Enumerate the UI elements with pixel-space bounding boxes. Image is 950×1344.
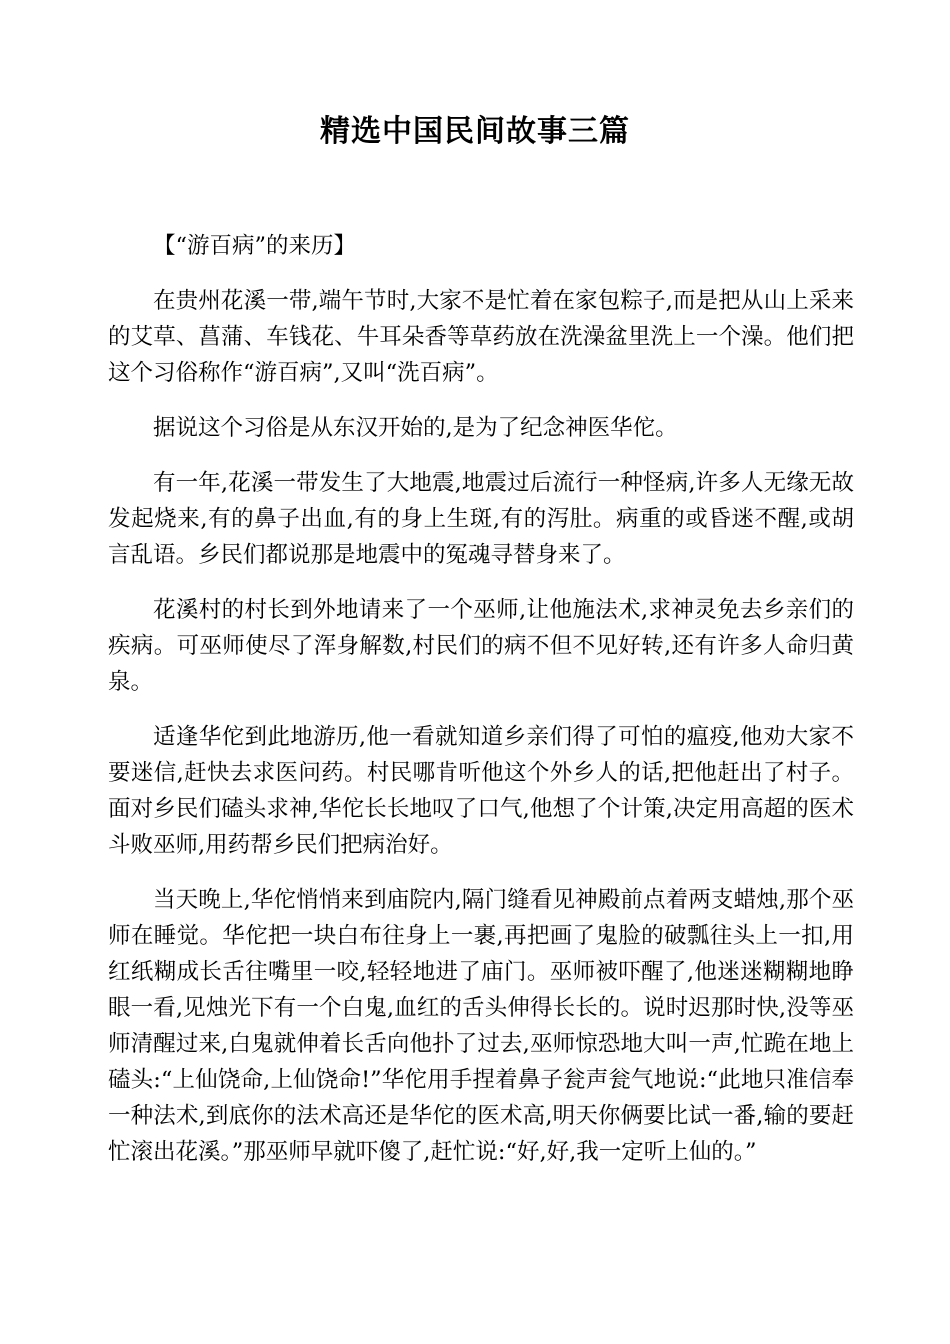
paragraph: 当天晚上,华佗悄悄来到庙院内,隔门缝看见神殿前点着两支蜡烛,那个巫师在睡觉。华佗把一块白布往身上一裹,再把画了鬼脸的破瓢往头上一扣,用红纸糊成长舌往嘴里一咬,轻轻地进了庙门。巫师被吓醒了,他迷迷糊糊地睁眼一看,见烛光下有一个白鬼,血红的舌头伸得长长的。说时迟那时快,没等巫师清醒过来,白鬼就伸着长舌向他扑了过去,巫师惊恐地大叫一声,忙跪在地上磕头:“上仙饶命,上仙饶命!”华佗用手捏着鼻子瓮声瓮气地说:“此地只准信奉一种法术,到底你的法术高还是华佗的医术高,明天你俩要比试一番,输的要赶忙滚出花溪。”那巫师早就吓傻了,赶忙说:“好,好,我一定听上仙的。”	[108, 887, 854, 1165]
paragraph: 有一年,花溪一带发生了大地震,地震过后流行一种怪病,许多人无缘无故发起烧来,有的鼻子出血,有的身上生斑,有的泻肚。病重的或昏迷不醒,或胡言乱语。乡民们都说那是地震中的冤魂寻替身来了。	[108, 470, 854, 568]
paragraph: 花溪村的村长到外地请来了一个巫师,让他施法术,求神灵免去乡亲们的疾病。可巫师使尽了浑身解数,村民们的病不但不见好转,还有许多人命归黄泉。	[108, 597, 854, 695]
document-body	[108, 228, 854, 1189]
document-title: 精选中国民间故事三篇	[320, 114, 630, 149]
paragraph: 在贵州花溪一带,端午节时,大家不是忙着在家包粽子,而是把从山上采来的艾草、菖蒲、车钱花、牛耳朵香等草药放在洗澡盆里洗上一个澡。他们把这个习俗称作“游百病”,又叫“洗百病”。	[108, 288, 854, 386]
section-heading: 【“游百病”的来历】	[153, 233, 357, 259]
paragraph: 据说这个习俗是从东汉开始的,是为了纪念神医华佗。	[153, 415, 678, 441]
paragraph: 适逢华佗到此地游历,他一看就知道乡亲们得了可怕的瘟疫,他劝大家不要迷信,赶快去求医问药。村民哪肯听他这个外乡人的话,把他赶出了村子。面对乡民们磕头求神,华佗长长地叹了口气,他想了个计策,决定用高超的医术斗败巫师,用药帮乡民们把病治好。	[108, 724, 854, 858]
